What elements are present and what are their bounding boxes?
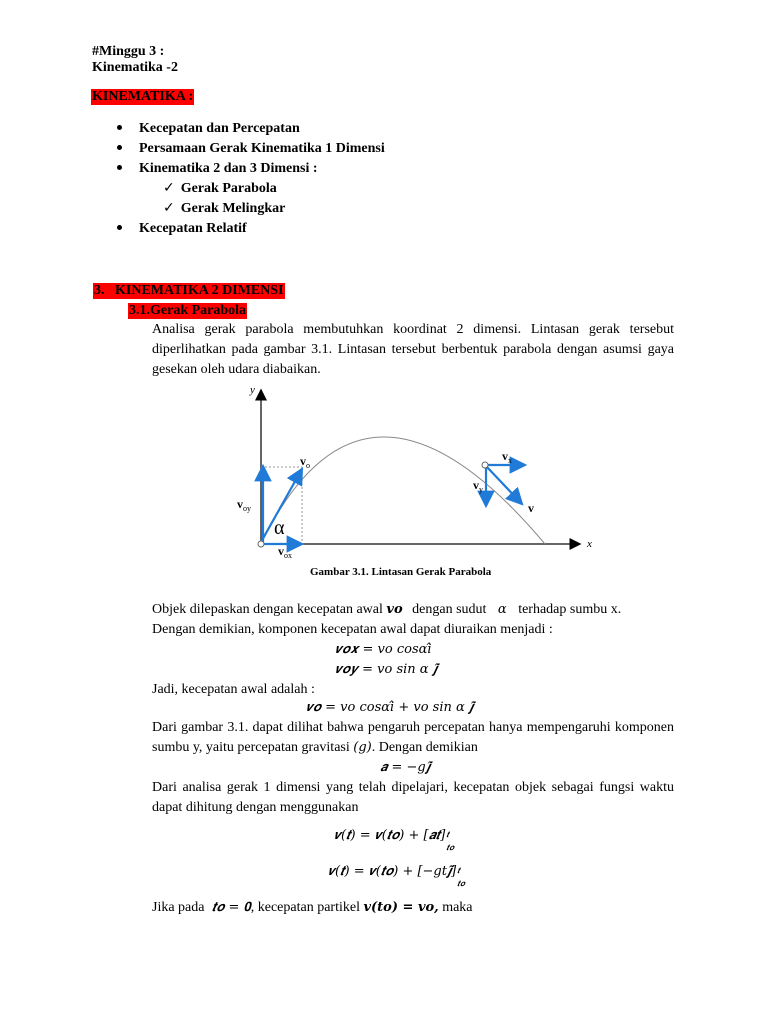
equation-voy: 𝒗𝒐𝒚 = 𝑣𝑜 sin 𝛼 𝒋̂ bbox=[335, 662, 437, 677]
sub-outline-label: Gerak Melingkar bbox=[180, 201, 286, 216]
text-run: Dari gambar 3.1. dapat dilihat bahwa pengaruh percepatan hanya mempengaruhi komponen sumbu y, yaitu percepatan gravitasi bbox=[152, 720, 674, 755]
sub-outline-item bbox=[163, 180, 277, 197]
chapter-heading bbox=[93, 283, 285, 299]
vo-label: $v_o$ bbox=[300, 454, 310, 470]
bullet-icon bbox=[117, 165, 122, 170]
vx-label: $v_x$ bbox=[502, 449, 512, 465]
outline-item bbox=[117, 221, 247, 237]
subchapter-heading: 3.1.Gerak Parabola bbox=[129, 303, 247, 318]
parabola-figure bbox=[230, 380, 610, 580]
checkmark-icon: ✓ bbox=[163, 200, 175, 216]
x-axis-label: x bbox=[587, 538, 592, 550]
outline-item-label: Persamaan Gerak Kinematika 1 Dimensi bbox=[139, 141, 385, 156]
intro-paragraph: Analisa gerak parabola membutuhkan koordinat 2 dimensi. Lintasan gerak tersebut diperlihatkan pada gambar 3.1. Lintasan tersebut berbentuk parabola dengan asumsi gaya gesekan oleh udara diabaikan. bbox=[152, 322, 674, 377]
paragraph-6 bbox=[152, 898, 473, 918]
paragraph-5: Dari analisa gerak 1 dimensi yang telah dipelajari, kecepatan objek sebagai fungsi waktu dapat dihitung dengan menggunakan bbox=[152, 780, 674, 815]
outline-item bbox=[117, 161, 318, 177]
v-vector bbox=[486, 466, 522, 504]
equation-vt2: 𝒗(𝒕) = 𝒗(𝒕𝒐) + [−𝑔𝑡𝒋̂] 𝒕 𝒕𝒐 bbox=[328, 864, 465, 888]
text-run: dengan sudut bbox=[412, 602, 487, 617]
topic-label: Kinematika -2 bbox=[92, 60, 178, 75]
moving-point bbox=[482, 462, 488, 468]
math-t0: 𝒕𝒐 = 𝟎 bbox=[211, 900, 251, 915]
equation-v0: 𝒗𝒐 = 𝑣𝑜 𝑐𝑜𝑠𝛼𝑖̂ + 𝑣𝑜 sin 𝛼 𝒋̂ bbox=[306, 700, 474, 715]
outline-item bbox=[117, 141, 385, 157]
sub-to: 𝒕𝒐 bbox=[446, 843, 454, 852]
launch-point bbox=[258, 541, 264, 547]
bullet-icon bbox=[117, 225, 122, 230]
math-g: (𝑔) bbox=[353, 740, 372, 755]
math-vt0: 𝒗(𝒕𝒐) = 𝒗𝒐, bbox=[363, 900, 439, 915]
paragraph-2-line2: Dengan demikian, komponen kecepatan awal dapat diuraikan menjadi : bbox=[152, 622, 553, 637]
text-run: , kecepatan partikel bbox=[250, 900, 360, 915]
vy-label: $v_y$ bbox=[473, 478, 483, 494]
vox-label: $v_{ox}$ bbox=[278, 544, 292, 560]
checkmark-icon: ✓ bbox=[163, 180, 175, 196]
math-alpha: α bbox=[497, 602, 507, 617]
math-v0: 𝒗𝒐 bbox=[386, 602, 403, 617]
equation-vt1: 𝒗(𝒕) = 𝒗(𝒕𝒐) + [𝒂𝒕] 𝒕 𝒕𝒐 bbox=[334, 828, 454, 852]
bullet-icon bbox=[117, 145, 122, 150]
chapter-title: KINEMATIKA 2 DIMENSI bbox=[115, 283, 284, 298]
paragraph-4 bbox=[152, 718, 674, 758]
alpha-label: α bbox=[274, 517, 285, 539]
equation-a: 𝒂 = −𝑔𝒋̂ bbox=[380, 760, 430, 775]
equation-vox: 𝒗𝒐𝒙 = 𝑣𝑜 𝑐𝑜𝑠𝛼𝑖̂ bbox=[335, 642, 432, 657]
text-run: maka bbox=[442, 900, 473, 915]
voy-label: $v_{oy}$ bbox=[237, 497, 251, 513]
sub-outline-item bbox=[163, 200, 285, 217]
text-run: Jika pada bbox=[152, 900, 205, 915]
paragraph-2-line1 bbox=[152, 600, 674, 620]
outline-item bbox=[117, 121, 300, 137]
sub-to: 𝒕𝒐 bbox=[457, 879, 465, 888]
outline-item-label: Kecepatan Relatif bbox=[139, 221, 247, 236]
text-run: Objek dilepaskan dengan kecepatan awal bbox=[152, 602, 383, 617]
bullet-icon bbox=[117, 125, 122, 130]
sub-outline-label: Gerak Parabola bbox=[180, 181, 277, 196]
v-label: v bbox=[528, 501, 534, 515]
sup-t: 𝒕 bbox=[457, 866, 460, 875]
y-axis-label: y bbox=[250, 384, 255, 396]
outline-item-label: Kinematika 2 dan 3 Dimensi : bbox=[139, 161, 318, 176]
sup-t: 𝒕 bbox=[446, 830, 450, 839]
paragraph-3: Jadi, kecepatan awal adalah : bbox=[152, 682, 315, 697]
figure-caption: Gambar 3.1. Lintasan Gerak Parabola bbox=[310, 566, 492, 578]
section-title: KINEMATIKA : bbox=[92, 89, 194, 104]
outline-item-label: Kecepatan dan Percepatan bbox=[139, 121, 300, 136]
week-label: #Minggu 3 : bbox=[92, 44, 165, 59]
text-run: terhadap sumbu x. bbox=[518, 602, 622, 617]
chapter-number: 3. bbox=[94, 283, 105, 298]
text-run: . Dengan demikian bbox=[371, 740, 478, 755]
